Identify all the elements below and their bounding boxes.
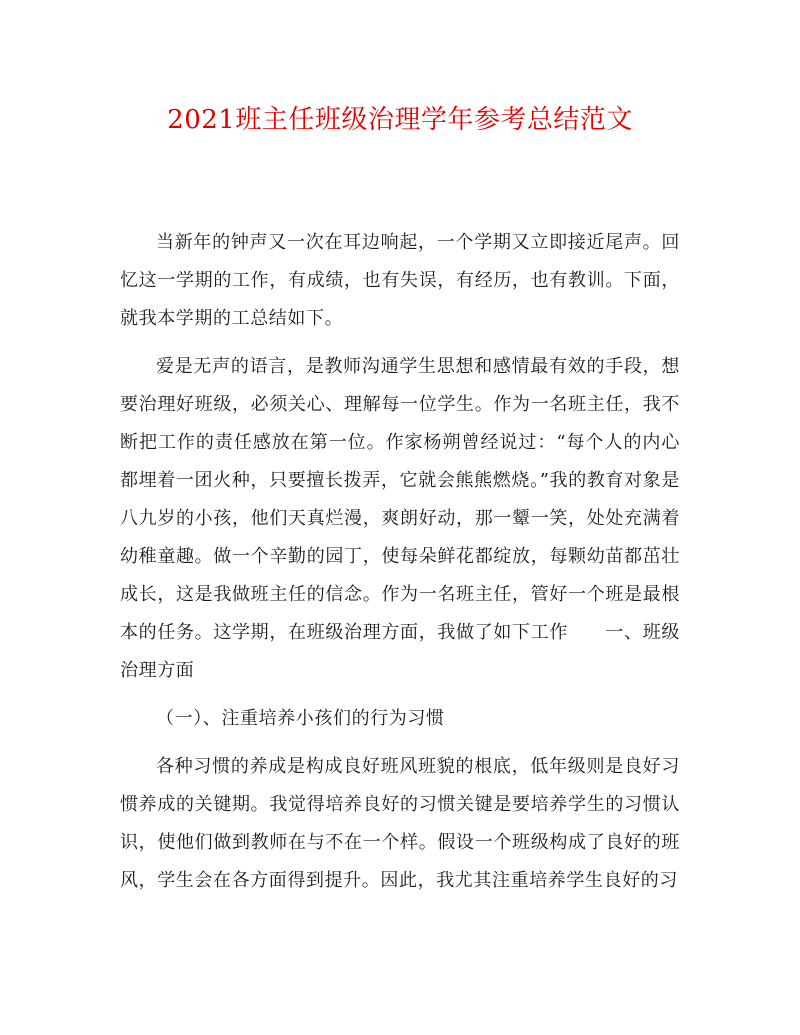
document-title: 2021班主任班级治理学年参考总结范文 [167, 105, 633, 135]
document-body [120, 224, 680, 910]
paragraph-intro: 当新年的钟声又一次在耳边响起，一个学期又立即接近尾声。回忆这一学期的工作，有成绩，也有失误，有经历，也有教训。下面，就我本学期的工总结如下。 [120, 232, 680, 329]
paragraph-love: 爱是无声的语言，是教师沟通学生思想和感情最有效的手段，想要治理好班级，必须关心、理解每一位学生。作为一名班主任，我不断把工作的责任感放在第一位。作家杨朔曾经说过：“每个人的内心都埋着一团火种，只要擅长拨弄，它就会熊熊燃烧。”我的教育对象是八九岁的小孩，他们天真烂漫，爽朗好动，那一颦一笑，处处充满着幼稚童趣。做一个辛勤的园丁，使每朵鲜花都绽放，每颗幼苗都茁壮成长，这是我做班主任的信念。作为一名班主任，管好一个班是最根本的任务。这学期，在班级治理方面，我做了如下工作 一、班级治理方面 [120, 356, 680, 681]
section-subheading: （一）、注重培养小孩们的行为习惯 [156, 708, 445, 729]
paragraph-habits: 各种习惯的养成是构成良好班风班貌的根底，低年级则是良好习惯养成的关键期。我觉得培养良好的习惯关键是要培养学生的习惯认识，使他们做到教师在与不在一个样。假设一个班级构成了良好的班风，学生会在各方面得到提升。因此，我尤其注重培养学生良好的习 [120, 756, 680, 891]
